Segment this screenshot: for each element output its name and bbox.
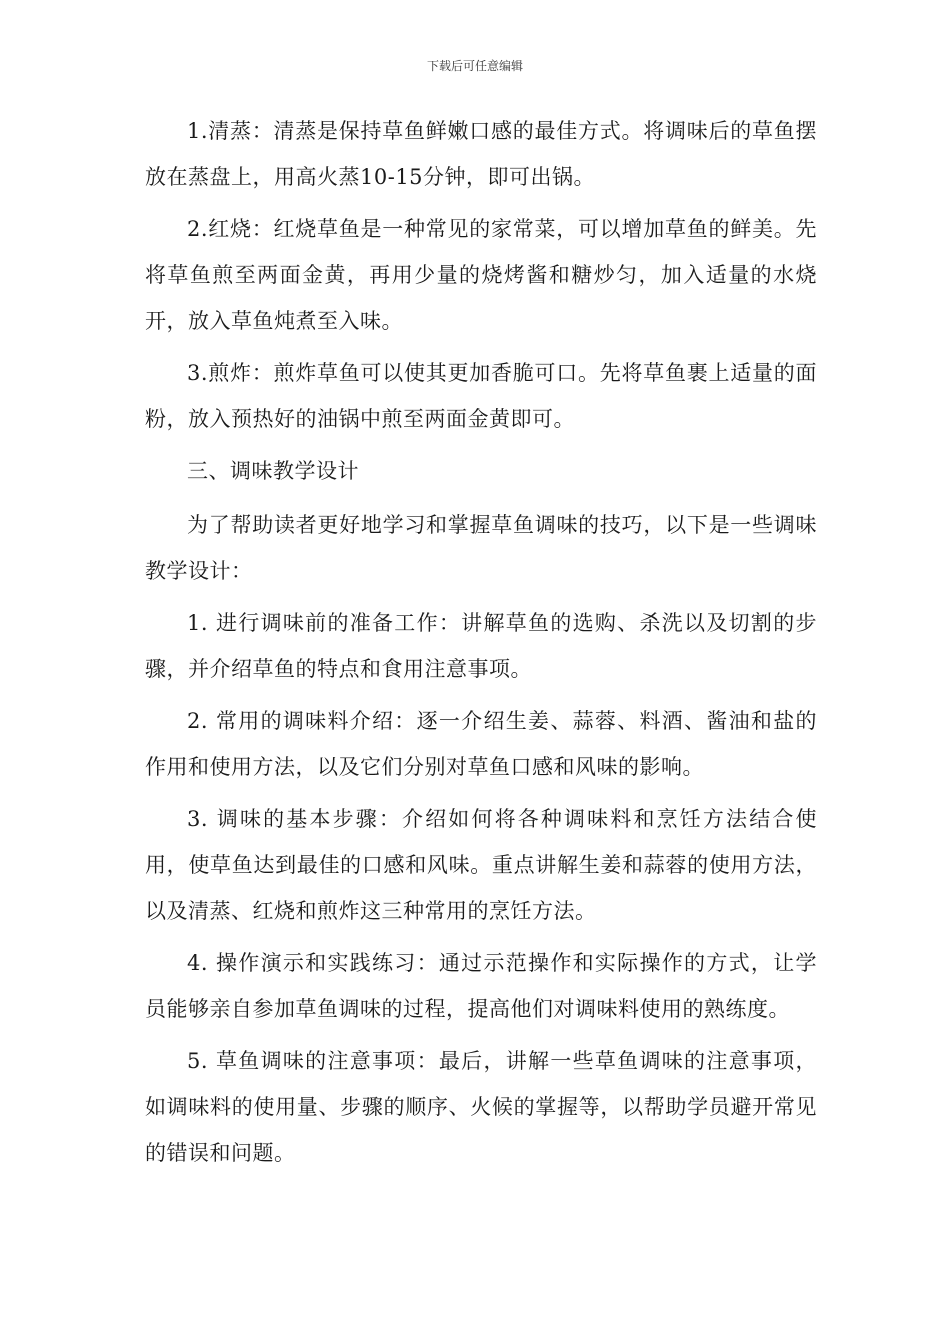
- paragraph-braising: 2.红烧：红烧草鱼是一种常见的家常菜，可以增加草鱼的鲜美。先将草鱼煎至两面金黄，再用少量的烧烤酱和糖炒匀，加入适量的水烧开，放入草鱼炖煮至入味。: [145, 217, 817, 333]
- list-item-preparation: 1. 进行调味前的准备工作：讲解草鱼的选购、杀洗以及切割的步骤，并介绍草鱼的特点和食用注意事项。: [145, 611, 817, 681]
- list-item-seasonings: 2. 常用的调味料介绍：逐一介绍生姜、蒜蓉、料酒、酱油和盐的作用和使用方法，以及它们分别对草鱼口感和风味的影响。: [145, 709, 817, 779]
- paragraph-steaming: 1.清蒸：清蒸是保持草鱼鲜嫩口感的最佳方式。将调味后的草鱼摆放在蒸盘上，用高火蒸10-15分钟，即可出锅。: [145, 119, 817, 189]
- paragraph-intro: 为了帮助读者更好地学习和掌握草鱼调味的技巧，以下是一些调味教学设计：: [145, 513, 817, 583]
- list-item-practice: 4. 操作演示和实践练习：通过示范操作和实际操作的方式，让学员能够亲自参加草鱼调味的过程，提高他们对调味料使用的熟练度。: [145, 951, 817, 1021]
- list-item-precautions: 5. 草鱼调味的注意事项：最后，讲解一些草鱼调味的注意事项，如调味料的使用量、步骤的顺序、火候的掌握等，以帮助学员避开常见的错误和问题。: [145, 1049, 817, 1165]
- document-body: [145, 108, 817, 1182]
- list-item-basic-steps: 3. 调味的基本步骤：介绍如何将各种调味料和烹饪方法结合使用，使草鱼达到最佳的口感和风味。重点讲解生姜和蒜蓉的使用方法，以及清蒸、红烧和煎炸这三种常用的烹饪方法。: [145, 807, 817, 923]
- section-heading: 三、调味教学设计: [187, 459, 359, 483]
- page-header: 下载后可任意编辑: [426, 59, 523, 73]
- paragraph-frying: 3.煎炸：煎炸草鱼可以使其更加香脆可口。先将草鱼裹上适量的面粉，放入预热好的油锅中煎至两面金黄即可。: [145, 361, 817, 431]
